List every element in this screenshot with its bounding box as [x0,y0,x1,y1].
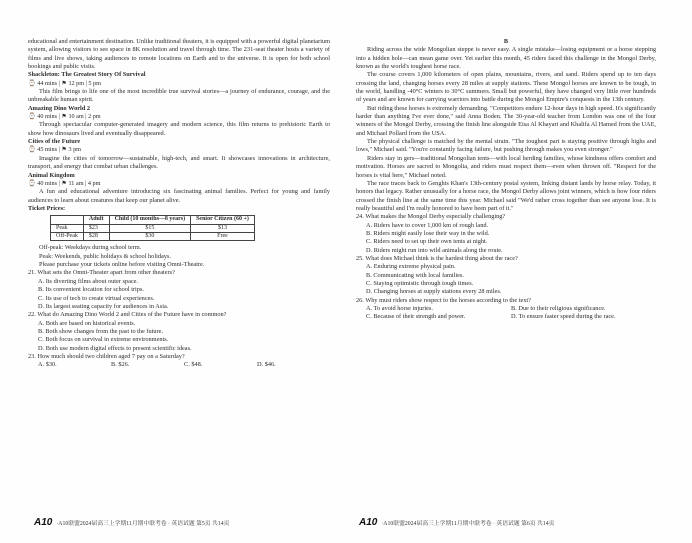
option: B. Both show changes from the past to the future. [38,327,164,335]
question-26: 26. Why must riders show respect to the horses according to the text? [356,296,531,304]
option: A. Both are based on historical events. [38,319,136,327]
option: C. $48. [184,361,203,369]
passage-paragraph: The course covers 1,000 kilometers of open plains, mountains, rivers, and sand. Riders spend up to ten days crossing the land, changing horses every 28 miles at supply stations. These Mongol horses are known to be tough, in the world, handling -40°C winters to 30°C summers. Small but powerful, they have changed very little over hundreds of years and are known for carrying warriors into battle during the Mongol Empire's conquests in the 13th century. [356,71,656,104]
film-description: This film brings to life one of the most incredible true survival stories—a journey of endurance, courage, and the unbreakable human spirit. [28,88,330,104]
option: D. Changing horses at supply stations every 28 miles. [366,288,502,296]
option: A. $30. [38,361,57,369]
film-title: Shackleton: The Greatest Story Of Survival [28,71,146,79]
table-cell: $13 [191,224,255,232]
option: A. Enduring extreme physical pain. [366,263,456,271]
passage-paragraph: But riding these horses is extremely demanding. "Competitors endure 12-hour days in high speed. It's significantly harder than anything I've ever done," said Anna Boden. The 30-year-old teacher from London was one of the four winners of the Mongol Derby, crossing the finish line alongside Eisa Al Khayari and Khalifa Al Hamed from the UAE, and Michael Pollard from the USA. [356,104,656,137]
option: B. Riders might easily lose their way in the wild. [366,229,490,237]
table-row [51,233,255,241]
passage-paragraph: The race traces back to Genghis Khan's 13th-century postal system, linking distant lands by horse relay. Today, it honors that legacy. Rather unusually for a horse race, the Mongol Derby allows joint winners, which is how four riders crossed the finish line at the same time this year. Michael said "We'd rather cross together than see anyone lose. It is really beautiful and I'm really honored to have been part of it." [356,179,656,212]
page-footer [359,517,554,528]
table-header-cell: Senior Citizen (60 +) [191,216,255,224]
table-cell: $15 [109,224,191,232]
passage-paragraph: The physical challenge is matched by the mental strain. "The toughest part is staying positive through highs and lows," Michael said. "You're constantly facing failure, but pushing through makes you even stronger." [356,138,656,154]
offpeak-note: Off-peak: Weekdays during school term. [39,244,142,252]
question-23: 23. How much should two children aged 7 pay on a Saturday? [28,352,185,360]
question-22: 22. What do Amazing Dino World 2 and Cities of the Future have in common? [28,311,227,319]
options-row [28,361,330,369]
options-row [356,313,656,321]
option: D. Its largest seating capacity for audiences in Asia. [38,302,169,310]
table-cell: $23 [83,224,109,232]
option: D. Both use modern digital effects to present scientific ideas. [38,344,192,352]
footer-text: ·A10联盟2024届高三上学期11月期中联考卷 · 英语试题 第6页 共14页 [381,521,555,527]
purchase-note: Please purchase your tickets online before visiting Omni-Theatre. [39,261,205,269]
film-title: Cities of the Future [28,138,81,146]
option: B. Its convenient location for school trips. [38,286,144,294]
option: C. Riders need to set up their own tents at night. [366,238,488,246]
peak-note: Peak: Weekends, public holidays & school holidays. [39,252,171,260]
film-description: Imagine the cities of tomorrow—sustainable, high-tech, and smart. It showcases innovations in architecture, transport, and energy that combat urban challenges. [28,154,330,171]
option: B. Due to their religious significance. [511,305,606,312]
option: B. Communicating with local families. [366,271,464,279]
option: D. $46. [257,361,276,369]
table-header-cell: Child (10 months—8 years) [109,216,191,224]
passage-paragraph: Riders stay in gers—traditional Mongolian tents—with local herding families, whose kindness offers comfort and motivation. Horses are sacred to Mongolia, and riders must respect them—even when thrown off. "Respect for the horses is vital here," Michael noted. [356,154,656,179]
table-cell: Peak [51,224,84,232]
page-footer [34,517,229,528]
publisher-logo: A10 [359,517,378,528]
film-description: Through spectacular computer-generated imagery and modern science, this film returns to prehistoric Earth to show how dinosaurs lived and eventually disappeared. [28,121,330,137]
question-25: 25. What does Michael think is the hardest thing about the race? [356,254,518,262]
ticket-price-table [50,215,255,241]
table-cell: $28 [83,233,109,241]
intro-paragraph: educational and entertainment destination. Unlike traditional theaters, it is equipped with a powerful digital planetarium system, allowing visitors to see space in 8K resolution and travel through time. The 231-seat theater hosts a variety of films and live shows, taking audiences to remote locations on Earth and to the universe. It is open for both school bookings and public visits. [28,38,330,71]
left-page [28,38,330,370]
film-meta: ⌚ 45 mins | ⚑ 3 pm [28,146,81,154]
film-description: A fun and educational adventure introducing six fascinating animal families. Perfect for young and family audiences to learn about creatures that keep our planet alive. [28,188,330,204]
table-header-row [51,216,255,224]
option: B. $26. [111,361,130,369]
table-cell: Free [191,233,255,241]
film-title: Amazing Dino World 2 [28,104,90,112]
passage-paragraph: Riding across the wide Mongolian steppe is never easy. A single mistake—losing equipment or a horse stepping into a hidden hole—can mean game over. Yet earlier this month, 45 riders faced this challenge in the Mongol Derby, known as the world's toughest horse race. [356,46,656,71]
table-header-cell: Adult [83,216,109,224]
film-meta: ⌚ 40 mins | ⚑ 11 am | 4 pm [28,179,101,187]
option: D. To ensure faster speed during the race. [511,313,616,321]
section-label: B [503,38,509,45]
options-row [356,305,656,313]
option: C. Its use of tech to create virtual experiences. [38,294,155,302]
option: A. Its diverting films about outer space. [38,277,139,285]
option: C. Both focus on survival in extreme environments. [38,336,169,344]
right-page [356,38,656,322]
question-24: 24. What makes the Mongol Derby especially challenging? [356,213,506,221]
option: A. To avoid horse injuries. [366,305,433,312]
film-meta: ⌚ 40 mins | ⚑ 10 am | 2 pm [28,113,101,121]
film-meta: ⌚ 44 mins | ⚑ 12 pm | 5 pm [28,79,101,87]
footer-text: ·A10联盟2024届高三上学期11月期中联考卷 · 英语试题 第5页 共14页 [56,521,230,527]
option: C. Staying optimistic through tough times. [366,279,474,287]
option: C. Because of their strength and power. [366,313,466,321]
publisher-logo: A10 [34,517,53,528]
ticket-heading: Ticket Prices: [28,204,66,212]
option: D. Riders might run into wild animals along the route. [366,246,503,254]
table-row [51,224,255,232]
option: A. Riders have to cover 1,000 km of rough land. [366,221,489,229]
question-21: 21. What sets the Omni-Theater apart from other theaters? [28,269,175,277]
table-cell: Off-Peak [51,233,84,241]
table-cell: $30 [109,233,191,241]
film-title: Animal Kingdom [28,171,75,179]
table-header-cell [51,216,84,224]
